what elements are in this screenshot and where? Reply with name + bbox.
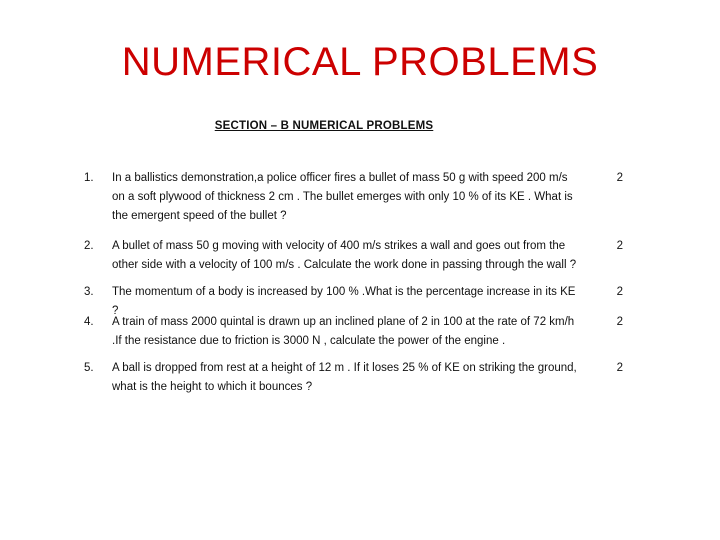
problem-marks: 2 bbox=[616, 362, 623, 374]
problem-number: 4. bbox=[84, 316, 94, 328]
slide-title: NUMERICAL PROBLEMS bbox=[121, 40, 599, 84]
problem-text: A train of mass 2000 quintal is drawn up an inclined plane of 2 in 100 at the rate of 72 km/h .If the resistance due to friction is 3000 N , calculate the power of the engine . bbox=[112, 316, 575, 347]
problem-text: In a ballistics demonstration,a police officer fires a bullet of mass 50 g with speed 200 m/s on a soft plywood of thickness 2 cm . The bullet emerges with only 10 % of its KE . What is the emergent speed of the bullet ? bbox=[112, 172, 573, 222]
problem-number: 1. bbox=[84, 172, 94, 184]
section-heading: SECTION – B NUMERICAL PROBLEMS bbox=[214, 120, 434, 132]
problem-marks: 2 bbox=[616, 316, 623, 328]
problem-number: 5. bbox=[84, 362, 94, 374]
problem-number: 2. bbox=[84, 240, 94, 252]
problem-marks: 2 bbox=[616, 240, 623, 252]
problem-number: 3. bbox=[84, 286, 94, 298]
problem-text: A ball is dropped from rest at a height of 12 m . If it loses 25 % of KE on striking the ground, what is the height to which it bounces ? bbox=[112, 362, 577, 393]
problem-marks: 2 bbox=[616, 286, 623, 298]
problem-text: The momentum of a body is increased by 100 % .What is the percentage increase in its KE ? bbox=[112, 286, 576, 317]
problem-text: A bullet of mass 50 g moving with velocity of 400 m/s strikes a wall and goes out from the other side with a velocity of 100 m/s . Calculate the work done in passing through the wall ? bbox=[112, 240, 577, 271]
worksheet-image bbox=[84, 114, 644, 404]
problem-marks: 2 bbox=[616, 172, 623, 184]
